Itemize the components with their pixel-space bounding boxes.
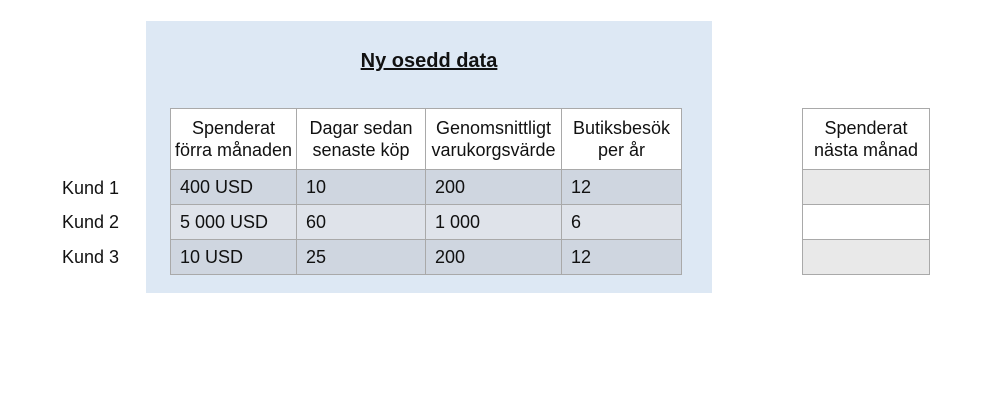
panel-title: Ny osedd data (360, 50, 498, 72)
table-row (171, 170, 682, 205)
row-label-kund-1: Kund 1 (62, 178, 120, 198)
table-cell: 5 000 USD (171, 205, 297, 240)
table-cell: 400 USD (171, 170, 297, 205)
target-row (803, 240, 930, 275)
table-cell: 200 (426, 240, 562, 275)
features-table (170, 108, 682, 275)
col-header-store-visits: Butiksbesök per år (562, 109, 682, 170)
table-cell: 10 (297, 170, 426, 205)
table-cell: 60 (297, 205, 426, 240)
col-header-spent-last-month: Spenderat förra månaden (171, 109, 297, 170)
target-cell-empty (803, 240, 930, 275)
target-row (803, 205, 930, 240)
target-cell-empty (803, 170, 930, 205)
table-row (171, 205, 682, 240)
row-label-kund-3: Kund 3 (62, 247, 120, 267)
table-cell: 200 (426, 170, 562, 205)
col-header-spent-next-month: Spenderat nästa månad (803, 109, 930, 170)
header-row (171, 109, 682, 170)
table-cell: 6 (562, 205, 682, 240)
table-cell: 1 000 (426, 205, 562, 240)
table-row (171, 240, 682, 275)
target-header-row (803, 109, 930, 170)
target-table (802, 108, 930, 275)
table-cell: 10 USD (171, 240, 297, 275)
table-cell: 25 (297, 240, 426, 275)
target-row (803, 170, 930, 205)
row-label-kund-2: Kund 2 (62, 212, 120, 232)
table-cell: 12 (562, 240, 682, 275)
target-cell-empty (803, 205, 930, 240)
col-header-avg-basket-value: Genomsnittligt varukorgsvärde (426, 109, 562, 170)
table-cell: 12 (562, 170, 682, 205)
col-header-days-since-purchase: Dagar sedan senaste köp (297, 109, 426, 170)
